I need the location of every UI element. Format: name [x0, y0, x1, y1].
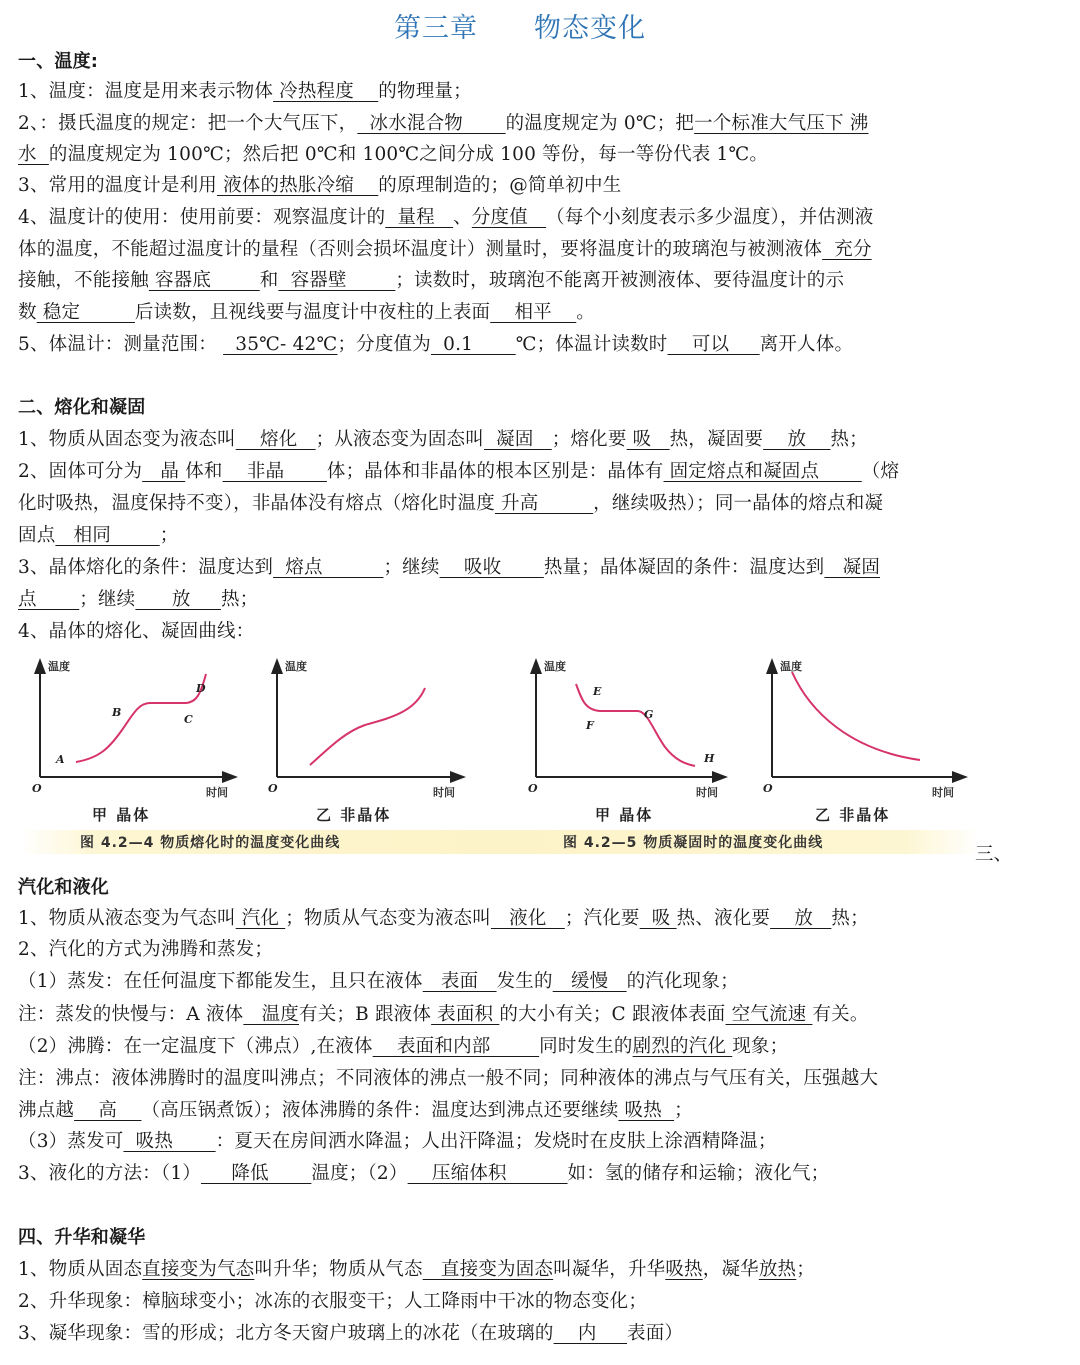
text-run: 温度；（2） — [311, 1163, 408, 1184]
point-label: F — [586, 719, 594, 732]
text-run: 2、升华现象：樟脑球变小；冰冻的衣服变干；人工降雨中干冰的物态变化； — [18, 1291, 648, 1312]
subcaption: 乙 非晶体 — [815, 806, 891, 824]
point-label: B — [112, 706, 122, 719]
paragraph — [18, 938, 273, 962]
text-run: （每个小刻度表示多少温度），并估测液 — [546, 207, 874, 228]
paragraph — [18, 1067, 878, 1091]
paragraph — [18, 428, 868, 452]
text-run: 3、凝华现象：雪的形成；北方冬天窗户玻璃上的冰花（在玻璃的 — [18, 1323, 554, 1344]
paragraph — [18, 620, 254, 644]
text-run: 叫升华；物质从气态 — [254, 1259, 423, 1280]
text-run: 的物理量； — [378, 81, 472, 102]
blank-answer: 升高 — [494, 493, 594, 514]
blank-answer: 放 — [763, 429, 831, 450]
blank-answer: 缓慢 — [552, 971, 627, 992]
blank-answer: 吸热 — [123, 1131, 216, 1152]
text-run: （熔 — [861, 461, 900, 482]
paragraph — [18, 1258, 815, 1282]
text-run: 化时吸热，温度保持不变），非晶体没有熔点（熔化时温度 — [18, 493, 495, 514]
figure-caption-freezing: 图 4.2—5 物质凝固时的温度变化曲线 — [563, 835, 824, 851]
blank-answer: 一个标准大气压下 沸 — [694, 113, 869, 134]
text-run: 离开人体。 — [759, 334, 854, 355]
blank-answer: 水 — [18, 144, 49, 165]
text-run: 热，凝固要 — [669, 429, 764, 450]
section-heading-melting: 二、熔化和凝固 — [18, 397, 146, 418]
point-label: G — [644, 708, 654, 721]
text-run: 如：氢的储存和运输；液化气； — [567, 1163, 830, 1184]
text-run: 热、液化要 — [676, 908, 771, 929]
y-axis-label: 温度 — [780, 660, 802, 673]
blank-answer: 表面和内部 — [372, 1036, 540, 1057]
melting-freezing-curves-figure — [20, 652, 1020, 865]
text-run: 2、固体可分为 — [18, 461, 143, 482]
blank-answer: 容器底 — [148, 270, 260, 291]
blank-answer: 液化 — [490, 908, 565, 929]
blank-answer: 稳定 — [36, 302, 135, 323]
paragraph — [18, 238, 872, 262]
text-run: 的汽化现象； — [626, 971, 739, 992]
text-run: ，继续吸热）；同一晶体的熔点和凝 — [593, 493, 884, 514]
text-run: 的大小有关；C 跟液体表面 — [499, 1004, 726, 1025]
blank-answer: 液体的热胀冷缩 — [216, 175, 379, 196]
paragraph — [18, 1162, 829, 1186]
blank-answer: 直接变为气态 — [142, 1259, 255, 1280]
paragraph — [18, 1130, 777, 1154]
blank-answer: 35℃- 42℃ — [223, 334, 338, 355]
blank-answer: 放 — [770, 908, 832, 929]
blank-answer: 0.1 — [430, 334, 516, 355]
blank-answer: 熔化 — [235, 429, 316, 450]
blank-answer: 内 — [553, 1323, 628, 1344]
blank-answer: 高 — [74, 1100, 142, 1121]
text-run: ；读数时，玻璃泡不能离开被测液体、要待温度计的示 — [395, 270, 845, 291]
paragraph — [18, 1322, 683, 1346]
paragraph — [18, 907, 869, 931]
text-run: 2、：摄氏温度的规定：把一个大气压下， — [18, 113, 358, 134]
x-axis-label: 时间 — [696, 786, 718, 799]
text-run: 2、汽化的方式为沸腾和蒸发； — [18, 939, 274, 960]
text-run: 和 — [259, 270, 279, 291]
text-run: ； — [796, 1259, 815, 1280]
text-run: 有关；B 跟液体 — [299, 1004, 432, 1025]
text-run: 5、体温计：测量范围： — [18, 334, 224, 355]
blank-answer: 相同 — [55, 525, 160, 546]
text-run: 3、常用的温度计是利用 — [18, 175, 217, 196]
text-run: 的温度规定为 100℃；然后把 0℃和 100℃之间分成 100 等份，每一等份代表 1℃。 — [48, 144, 769, 165]
text-run: （3）蒸发可 — [18, 1131, 124, 1152]
blank-answer: 吸热 — [618, 1100, 675, 1121]
text-run: 固点 — [18, 525, 56, 546]
blank-answer: 吸热 — [665, 1259, 703, 1280]
blank-answer: 容器壁 — [278, 270, 396, 291]
text-run: 同时发生的 — [539, 1036, 633, 1057]
paragraph — [18, 143, 768, 167]
x-axis-label: 时间 — [433, 786, 455, 799]
text-run: ℃；体温计读数时 — [515, 334, 668, 355]
text-run: 的温度规定为 0℃；把 — [505, 113, 695, 134]
text-run: 热； — [831, 908, 869, 929]
blank-answer: 熔点 — [273, 557, 384, 578]
y-axis-label: 温度 — [544, 660, 566, 673]
y-axis-label: 温度 — [285, 660, 307, 673]
text-run: 叫凝华，升华 — [553, 1259, 666, 1280]
x-axis-label: 时间 — [206, 786, 228, 799]
blank-answer: 剧烈的汽化 — [632, 1036, 733, 1057]
page-title — [0, 6, 1040, 45]
text-run: ；继续 — [383, 557, 440, 578]
text-run: 4、晶体的熔化、凝固曲线： — [18, 621, 255, 642]
paragraph — [18, 1035, 788, 1059]
text-run: 数 — [18, 302, 37, 323]
text-run: 有关。 — [812, 1004, 869, 1025]
text-run: 注：蒸发的快慢与：A 液体 — [18, 1004, 244, 1025]
text-run: ：夏天在房间洒水降温；人出汗降温；发烧时在皮肤上涂酒精降温； — [215, 1131, 777, 1152]
text-run: 注：沸点：液体沸腾时的温度叫沸点；不同液体的沸点一般不同；同种液体的沸点与气压有关，压强越大 — [18, 1068, 879, 1089]
paragraph — [18, 269, 844, 293]
blank-answer: 吸收 — [439, 557, 544, 578]
text-run: （2）沸腾：在一定温度下（沸点）,在液体 — [18, 1036, 373, 1057]
text-run: ；继续 — [79, 589, 136, 610]
text-run: 1、物质从液态变为气态叫 — [18, 908, 236, 929]
text-run: ；熔化要 — [551, 429, 627, 450]
blank-answer: 放 — [135, 589, 221, 610]
blank-answer: 凝固 — [483, 429, 552, 450]
subcaption: 乙 非晶体 — [316, 806, 392, 824]
paragraph — [18, 588, 258, 612]
blank-answer: 汽化 — [235, 908, 286, 929]
text-run: ；从液态变为固态叫 — [315, 429, 484, 450]
text-run: 1、物质从固态变为液态叫 — [18, 429, 236, 450]
point-label: D — [196, 682, 206, 695]
text-run: ，凝华 — [702, 1259, 759, 1280]
paragraph — [18, 492, 883, 516]
paragraph — [18, 1099, 693, 1123]
text-run: 表面） — [627, 1323, 684, 1344]
text-run: 热； — [220, 589, 259, 610]
paragraph — [18, 1003, 869, 1027]
text-run: 、 — [453, 207, 472, 228]
blank-answer: 分度值 — [471, 207, 547, 228]
text-run: ； — [159, 525, 179, 546]
text-run: 。 — [576, 302, 595, 323]
point-label: E — [593, 685, 602, 698]
blank-answer: 充分 — [822, 239, 872, 260]
blank-answer: 点 — [18, 589, 80, 610]
text-run: 体；晶体和非晶体的根本区别是：晶体有 — [326, 461, 664, 482]
section-heading-temperature: 一、温度: — [18, 51, 99, 72]
figure-caption-melting: 图 4.2—4 物质熔化时的温度变化曲线 — [80, 835, 341, 851]
origin-label: O — [528, 782, 538, 795]
point-label: H — [704, 752, 715, 765]
text-run: ；汽化要 — [564, 908, 640, 929]
origin-label: O — [763, 782, 773, 795]
text-run: （高压锅煮饭）；液体沸腾的条件：温度达到沸点还要继续 — [141, 1100, 619, 1121]
blank-answer: 压缩体积 — [407, 1163, 568, 1184]
text-run: 接触，不能接触 — [18, 270, 149, 291]
text-run: 热量；晶体凝固的条件：温度达到 — [543, 557, 825, 578]
blank-answer: 空气流速 — [725, 1004, 813, 1025]
paragraph — [18, 301, 595, 325]
text-run: 沸点越 — [18, 1100, 75, 1121]
x-axis-label: 时间 — [932, 786, 954, 799]
text-run: 发生的 — [496, 971, 553, 992]
blank-answer: 放热 — [758, 1259, 797, 1280]
blank-answer: 固定熔点和凝固点 — [663, 461, 862, 482]
text-run: 现象； — [732, 1036, 789, 1057]
chapter-name: 物态变化 — [534, 13, 646, 44]
chapter-number: 第三章 — [394, 13, 478, 44]
origin-label: O — [268, 782, 278, 795]
subcaption: 甲 晶体 — [92, 806, 151, 824]
section-heading-sublimation: 四、升华和凝华 — [18, 1227, 146, 1248]
blank-answer: 吸 — [639, 908, 677, 929]
text-run: ；物质从气态变为液态叫 — [285, 908, 491, 929]
blank-answer: 凝固 — [824, 557, 881, 578]
blank-answer: 表面积 — [431, 1004, 500, 1025]
text-run: 1、物质从固态 — [18, 1259, 143, 1280]
blank-answer: 相平 — [490, 302, 577, 323]
text-run: 后读数，且视线要与温度计中夜柱的上表面 — [134, 302, 491, 323]
blank-answer: 冷热程度 — [273, 81, 379, 102]
blank-answer: 量程 — [385, 207, 454, 228]
paragraph — [18, 333, 853, 357]
paragraph — [18, 80, 472, 104]
point-label: A — [56, 753, 65, 766]
text-run: （1）蒸发：在任何温度下都能发生，且只在液体 — [18, 971, 423, 992]
chart-melt-amorphous — [277, 666, 458, 777]
text-run: ； — [674, 1100, 693, 1121]
text-run: 体和 — [185, 461, 223, 482]
blank-answer: 表面 — [422, 971, 497, 992]
origin-label: O — [32, 782, 42, 795]
blank-answer: 晶 — [142, 461, 186, 482]
text-run: 3、液化的方法：（1） — [18, 1163, 201, 1184]
section-heading-vaporization: 汽化和液化 — [18, 877, 109, 898]
paragraph — [18, 556, 880, 580]
blank-answer: 直接变为固态 — [422, 1259, 554, 1280]
text-run: 的原理制造的；@简单初中生 — [378, 175, 622, 196]
paragraph — [18, 206, 874, 230]
text-run: 4、温度计的使用：使用前要：观察温度计的 — [18, 207, 386, 228]
blank-answer: 吸 — [626, 429, 670, 450]
paragraph — [18, 112, 869, 136]
text-run: 3、晶体熔化的条件：温度达到 — [18, 557, 274, 578]
blank-answer: 降低 — [201, 1163, 312, 1184]
text-run: 1、温度：温度是用来表示物体 — [18, 81, 274, 102]
point-label: C — [184, 713, 193, 726]
blank-answer: 冰水混合物 — [357, 113, 506, 134]
subcaption: 甲 晶体 — [595, 806, 654, 824]
text-run: 热； — [830, 429, 868, 450]
section-number-three: 三、 — [975, 844, 1013, 865]
blank-answer: 非晶 — [222, 461, 327, 482]
text-run: ；分度值为 — [337, 334, 431, 355]
blank-answer: 可以 — [667, 334, 760, 355]
paragraph — [18, 460, 899, 484]
blank-answer: 温度 — [243, 1004, 299, 1025]
chart-freeze-amorphous — [772, 666, 960, 777]
text-run: 体的温度，不能超过温度计的量程（否则会损坏温度计）测量时，要将温度计的玻璃泡与被测液体 — [18, 239, 823, 260]
paragraph — [18, 970, 739, 994]
chart-freeze-crystal — [536, 666, 720, 777]
y-axis-label: 温度 — [48, 660, 70, 673]
paragraph — [18, 174, 621, 198]
paragraph — [18, 1290, 647, 1314]
paragraph — [18, 524, 178, 548]
